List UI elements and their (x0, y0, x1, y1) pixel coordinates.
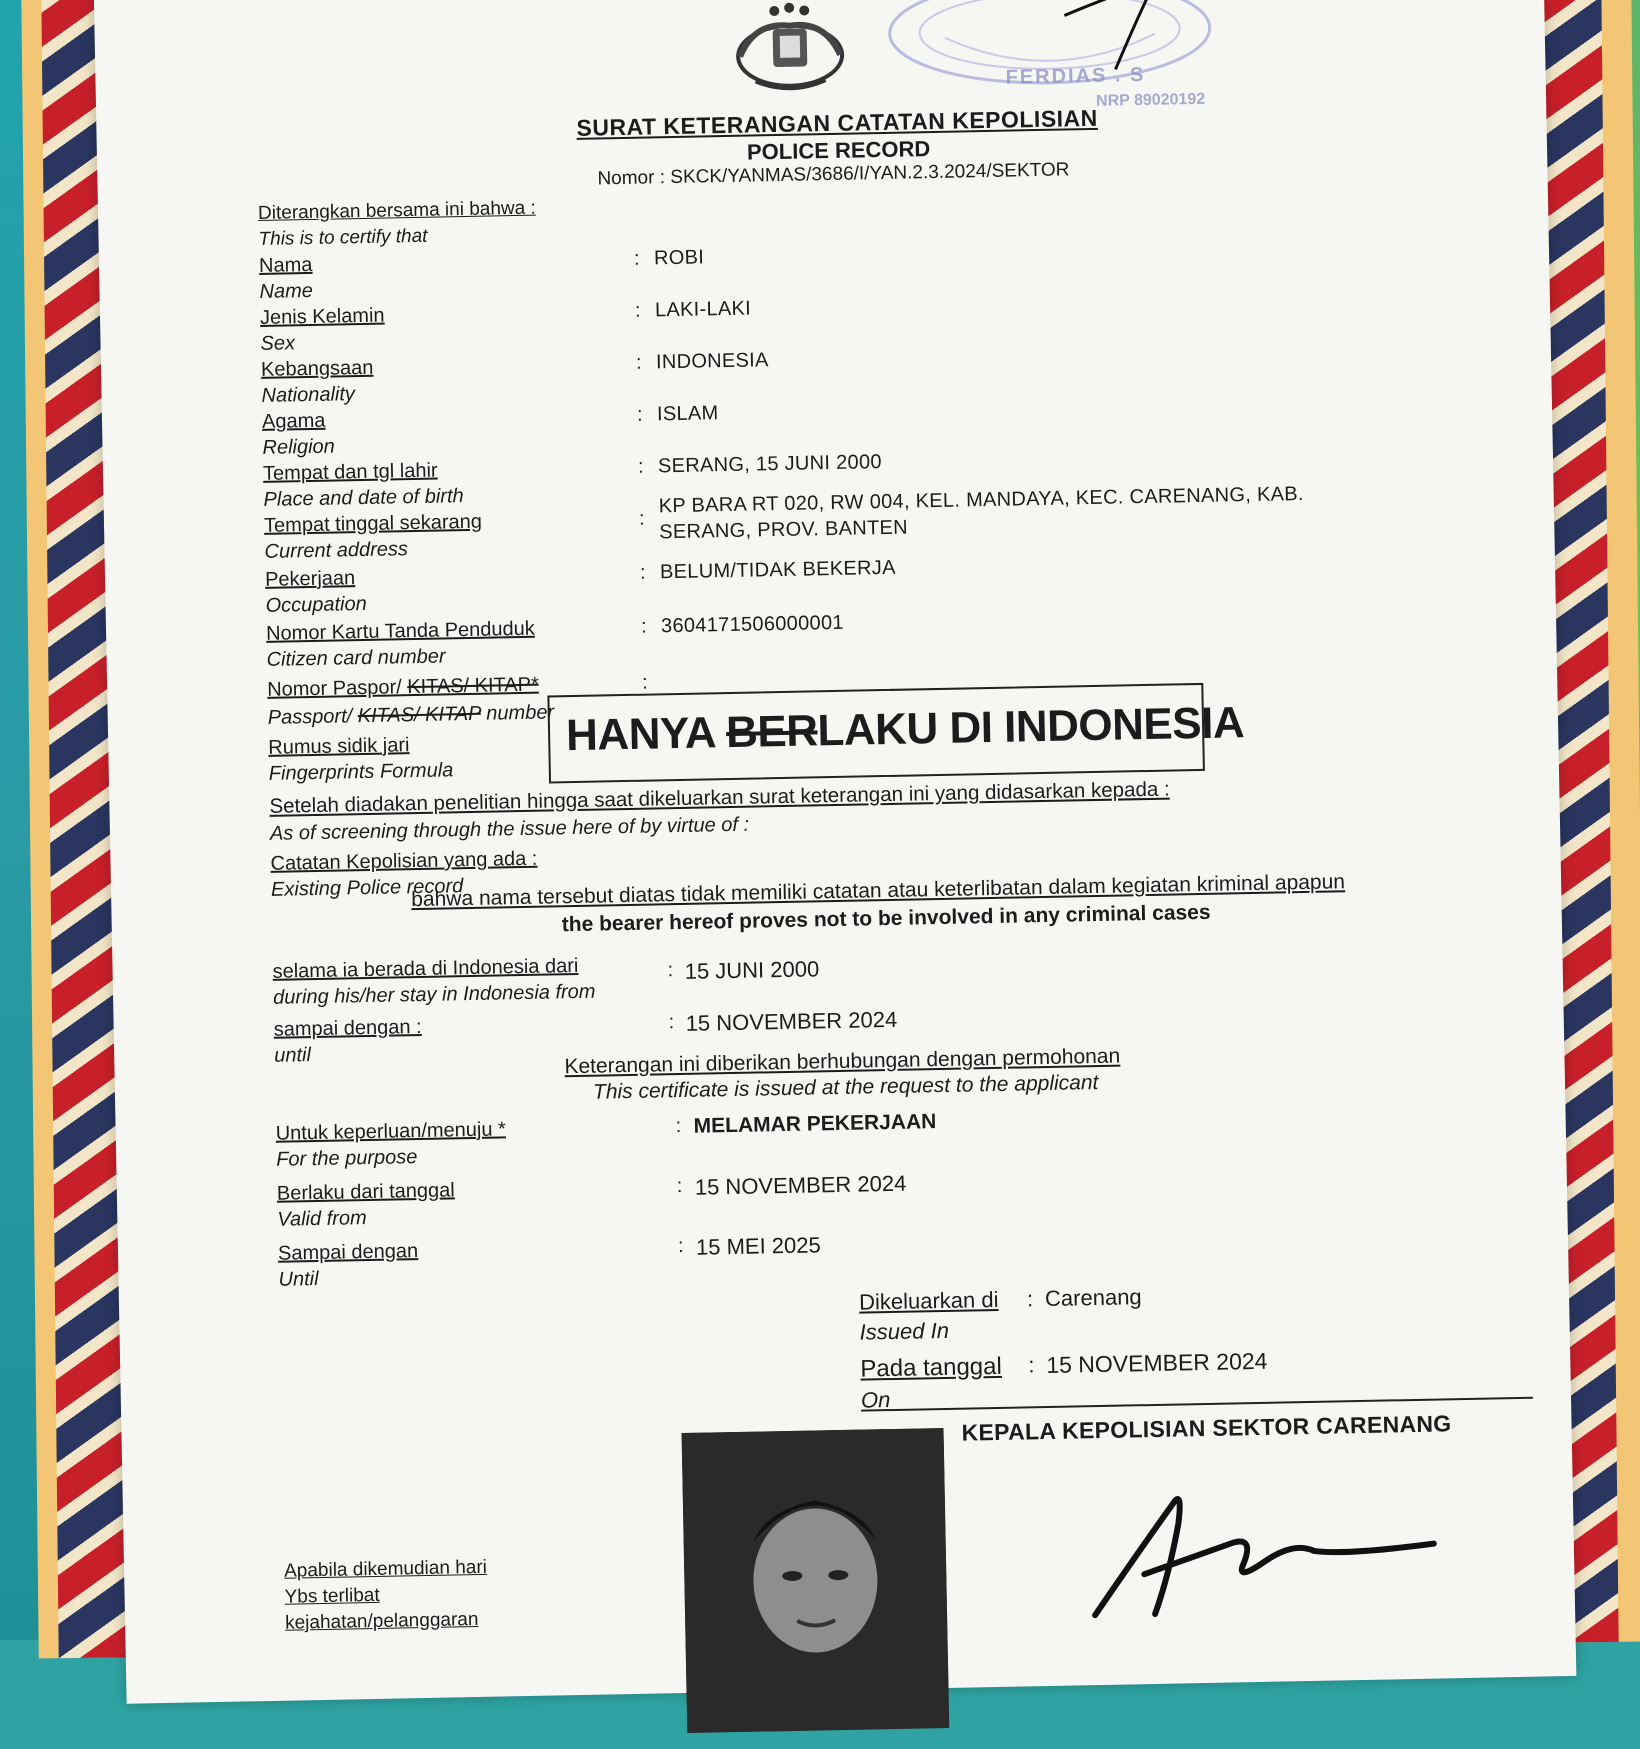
applicant-portrait (682, 1428, 950, 1733)
existing-record-indonesian: Catatan Kepolisian yang ada : (270, 847, 538, 875)
stamp-text-part1: HANYA (565, 708, 727, 761)
label-stay-from: selama ia berada di Indonesia dari (272, 954, 579, 983)
label-sex-en: Sex (260, 332, 296, 355)
value-address-line2: SERANG, PROV. BANTEN (659, 516, 909, 544)
statement-english: the bearer hereof proves not to be involved in any criminal cases (561, 900, 1211, 937)
label-occupation-en: Occupation (265, 592, 367, 617)
label-fingerprint-en: Fingerprints Formula (268, 759, 454, 785)
value-address-line1: KP BARA RT 020, RW 004, KEL. MANDAYA, KEC. CARENANG, KAB. (658, 482, 1304, 518)
label-agama: Agama (261, 409, 326, 433)
value-religion: ISLAM (656, 402, 719, 426)
value-issued-on: 15 NOVEMBER 2024 (1046, 1347, 1268, 1379)
colon: : (634, 299, 641, 322)
label-keperluan: Untuk keperluan/menuju * (275, 1118, 507, 1145)
footer-line2: Ybs terlibat (284, 1584, 380, 1608)
stamp-officer-nrp: NRP 89020192 (1095, 90, 1206, 110)
value-birth: SERANG, 15 JUNI 2000 (657, 451, 883, 478)
label-birth-en: Place and date of birth (263, 485, 464, 511)
request-english: This certificate is issued at the request to the applicant (592, 1070, 1099, 1104)
label-pada-tanggal: Pada tanggal (860, 1352, 1003, 1383)
label-passport-en (268, 701, 555, 729)
label-stay-from-en: during his/her stay in Indonesia from (272, 980, 596, 1009)
label-pekerjaan: Pekerjaan (264, 567, 356, 591)
stamp-officer-name: FERDIAS . S (1005, 63, 1146, 89)
police-crest-icon (724, 0, 856, 92)
colon: : (635, 351, 642, 374)
colon: : (1028, 1352, 1035, 1378)
colon: : (639, 561, 646, 584)
label-valid-from-en: Valid from (277, 1207, 367, 1231)
label-on-en: On (860, 1387, 891, 1413)
colon: : (667, 959, 674, 982)
colon: : (677, 1234, 684, 1258)
label-berlaku-dari: Berlaku dari tanggal (276, 1179, 455, 1205)
footer-line1: Apabila dikemudian hari (283, 1556, 488, 1582)
label-name-en: Name (259, 279, 314, 303)
signature-scribble (1083, 1478, 1446, 1625)
value-purpose: MELAMAR PEKERJAAN (693, 1110, 937, 1138)
passport-en-plain: Passport/ (267, 705, 358, 729)
label-dikeluarkan-di: Dikeluarkan di (858, 1286, 999, 1315)
footer-line3: kejahatan/pelanggaran (284, 1608, 479, 1634)
colon: : (676, 1174, 683, 1198)
colon: : (675, 1115, 682, 1138)
stamp-text-struck: BER (725, 706, 818, 758)
value-nationality: INDONESIA (655, 349, 769, 374)
colon: : (638, 507, 645, 530)
label-jenis-kelamin: Jenis Kelamin (259, 304, 385, 329)
intro-indonesian: Diterangkan bersama ini bahwa : (257, 197, 536, 224)
signature-rule (861, 1397, 1533, 1412)
value-issued-in: Carenang (1044, 1284, 1142, 1312)
value-valid-until: 15 MEI 2025 (695, 1232, 821, 1260)
label-issued-in-en: Issued In (859, 1317, 950, 1345)
title-english: POLICE RECORD (746, 136, 931, 165)
statement-indonesian: bahwa nama tersebut diatas tidak memiliki catatan atau keterlibatan dalam kegiatan kriminal apapun (411, 870, 1346, 912)
passport-en-struck: KITAS/ KITAP (357, 702, 481, 728)
passport-label-plain: Nomor Paspor/ (266, 676, 408, 701)
colon: : (640, 615, 647, 638)
label-kebangsaan: Kebangsaan (260, 356, 374, 381)
value-until: 15 NOVEMBER 2024 (685, 1006, 898, 1036)
colon: : (668, 1011, 675, 1034)
value-occupation: BELUM/TIDAK BEKERJA (659, 556, 896, 584)
value-sex: LAKI-LAKI (654, 297, 752, 322)
label-citizen-card-en: Citizen card number (266, 645, 446, 671)
label-nama: Nama (258, 253, 313, 277)
value-stay-from: 15 JUNI 2000 (684, 956, 820, 984)
pen-stroke (1054, 0, 1176, 76)
label-address-en: Current address (264, 538, 409, 563)
colon: : (633, 247, 640, 270)
colon: : (641, 671, 648, 694)
police-record-document (94, 0, 1577, 1704)
validity-stamp-box (547, 683, 1245, 784)
signatory-title: KEPALA KEPOLISIAN SEKTOR CARENANG (961, 1410, 1452, 1446)
screening-indonesian: Setelah diadakan penelitian hingga saat dikeluarkan surat keterangan ini yang didasarkan kepada : (269, 777, 1170, 818)
applicant-photo (682, 1428, 950, 1733)
label-rumus-sidik-jari: Rumus sidik jari (268, 734, 410, 759)
label-nomor-ktp: Nomor Kartu Tanda Penduduk (265, 617, 535, 645)
colon: : (1026, 1286, 1034, 1312)
passport-label-struck: KITAS/ KITAP* (407, 673, 539, 699)
label-until: sampai dengan : (273, 1015, 422, 1041)
document-number: Nomor : SKCK/YANMAS/3686/I/YAN.2.3.2024/SEKTOR (597, 159, 1070, 190)
label-nationality-en: Nationality (261, 383, 356, 407)
label-tempat-tgl-lahir: Tempat dan tgl lahir (262, 459, 438, 485)
label-nomor-paspor (267, 674, 539, 702)
label-valid-until-en: Until (278, 1267, 319, 1291)
label-purpose-en: For the purpose (276, 1146, 418, 1171)
value-name: ROBI (653, 246, 705, 270)
stamp-text-part2: LAKU DI INDONESIA (817, 698, 1245, 756)
passport-en-number: number (480, 701, 555, 725)
value-citizen-card: 3604171506000001 (660, 611, 845, 638)
value-valid-from: 15 NOVEMBER 2024 (694, 1170, 907, 1200)
label-religion-en: Religion (262, 435, 336, 459)
screening-english: As of screening through the issue here of by virtue of : (269, 813, 750, 845)
intro-english: This is to certify that (258, 225, 428, 250)
existing-record-english: Existing Police record (270, 875, 464, 901)
request-indonesian: Keterangan ini diberikan berhubungan dengan permohonan (564, 1044, 1121, 1079)
colon: : (636, 403, 643, 426)
title-indonesian: SURAT KETERANGAN CATATAN KEPOLISIAN (576, 104, 1098, 141)
label-tempat-tinggal: Tempat tinggal sekarang (263, 510, 483, 537)
label-until-en: until (274, 1044, 312, 1067)
label-sampai-dengan: Sampai dengan (277, 1240, 419, 1265)
colon: : (637, 455, 644, 478)
